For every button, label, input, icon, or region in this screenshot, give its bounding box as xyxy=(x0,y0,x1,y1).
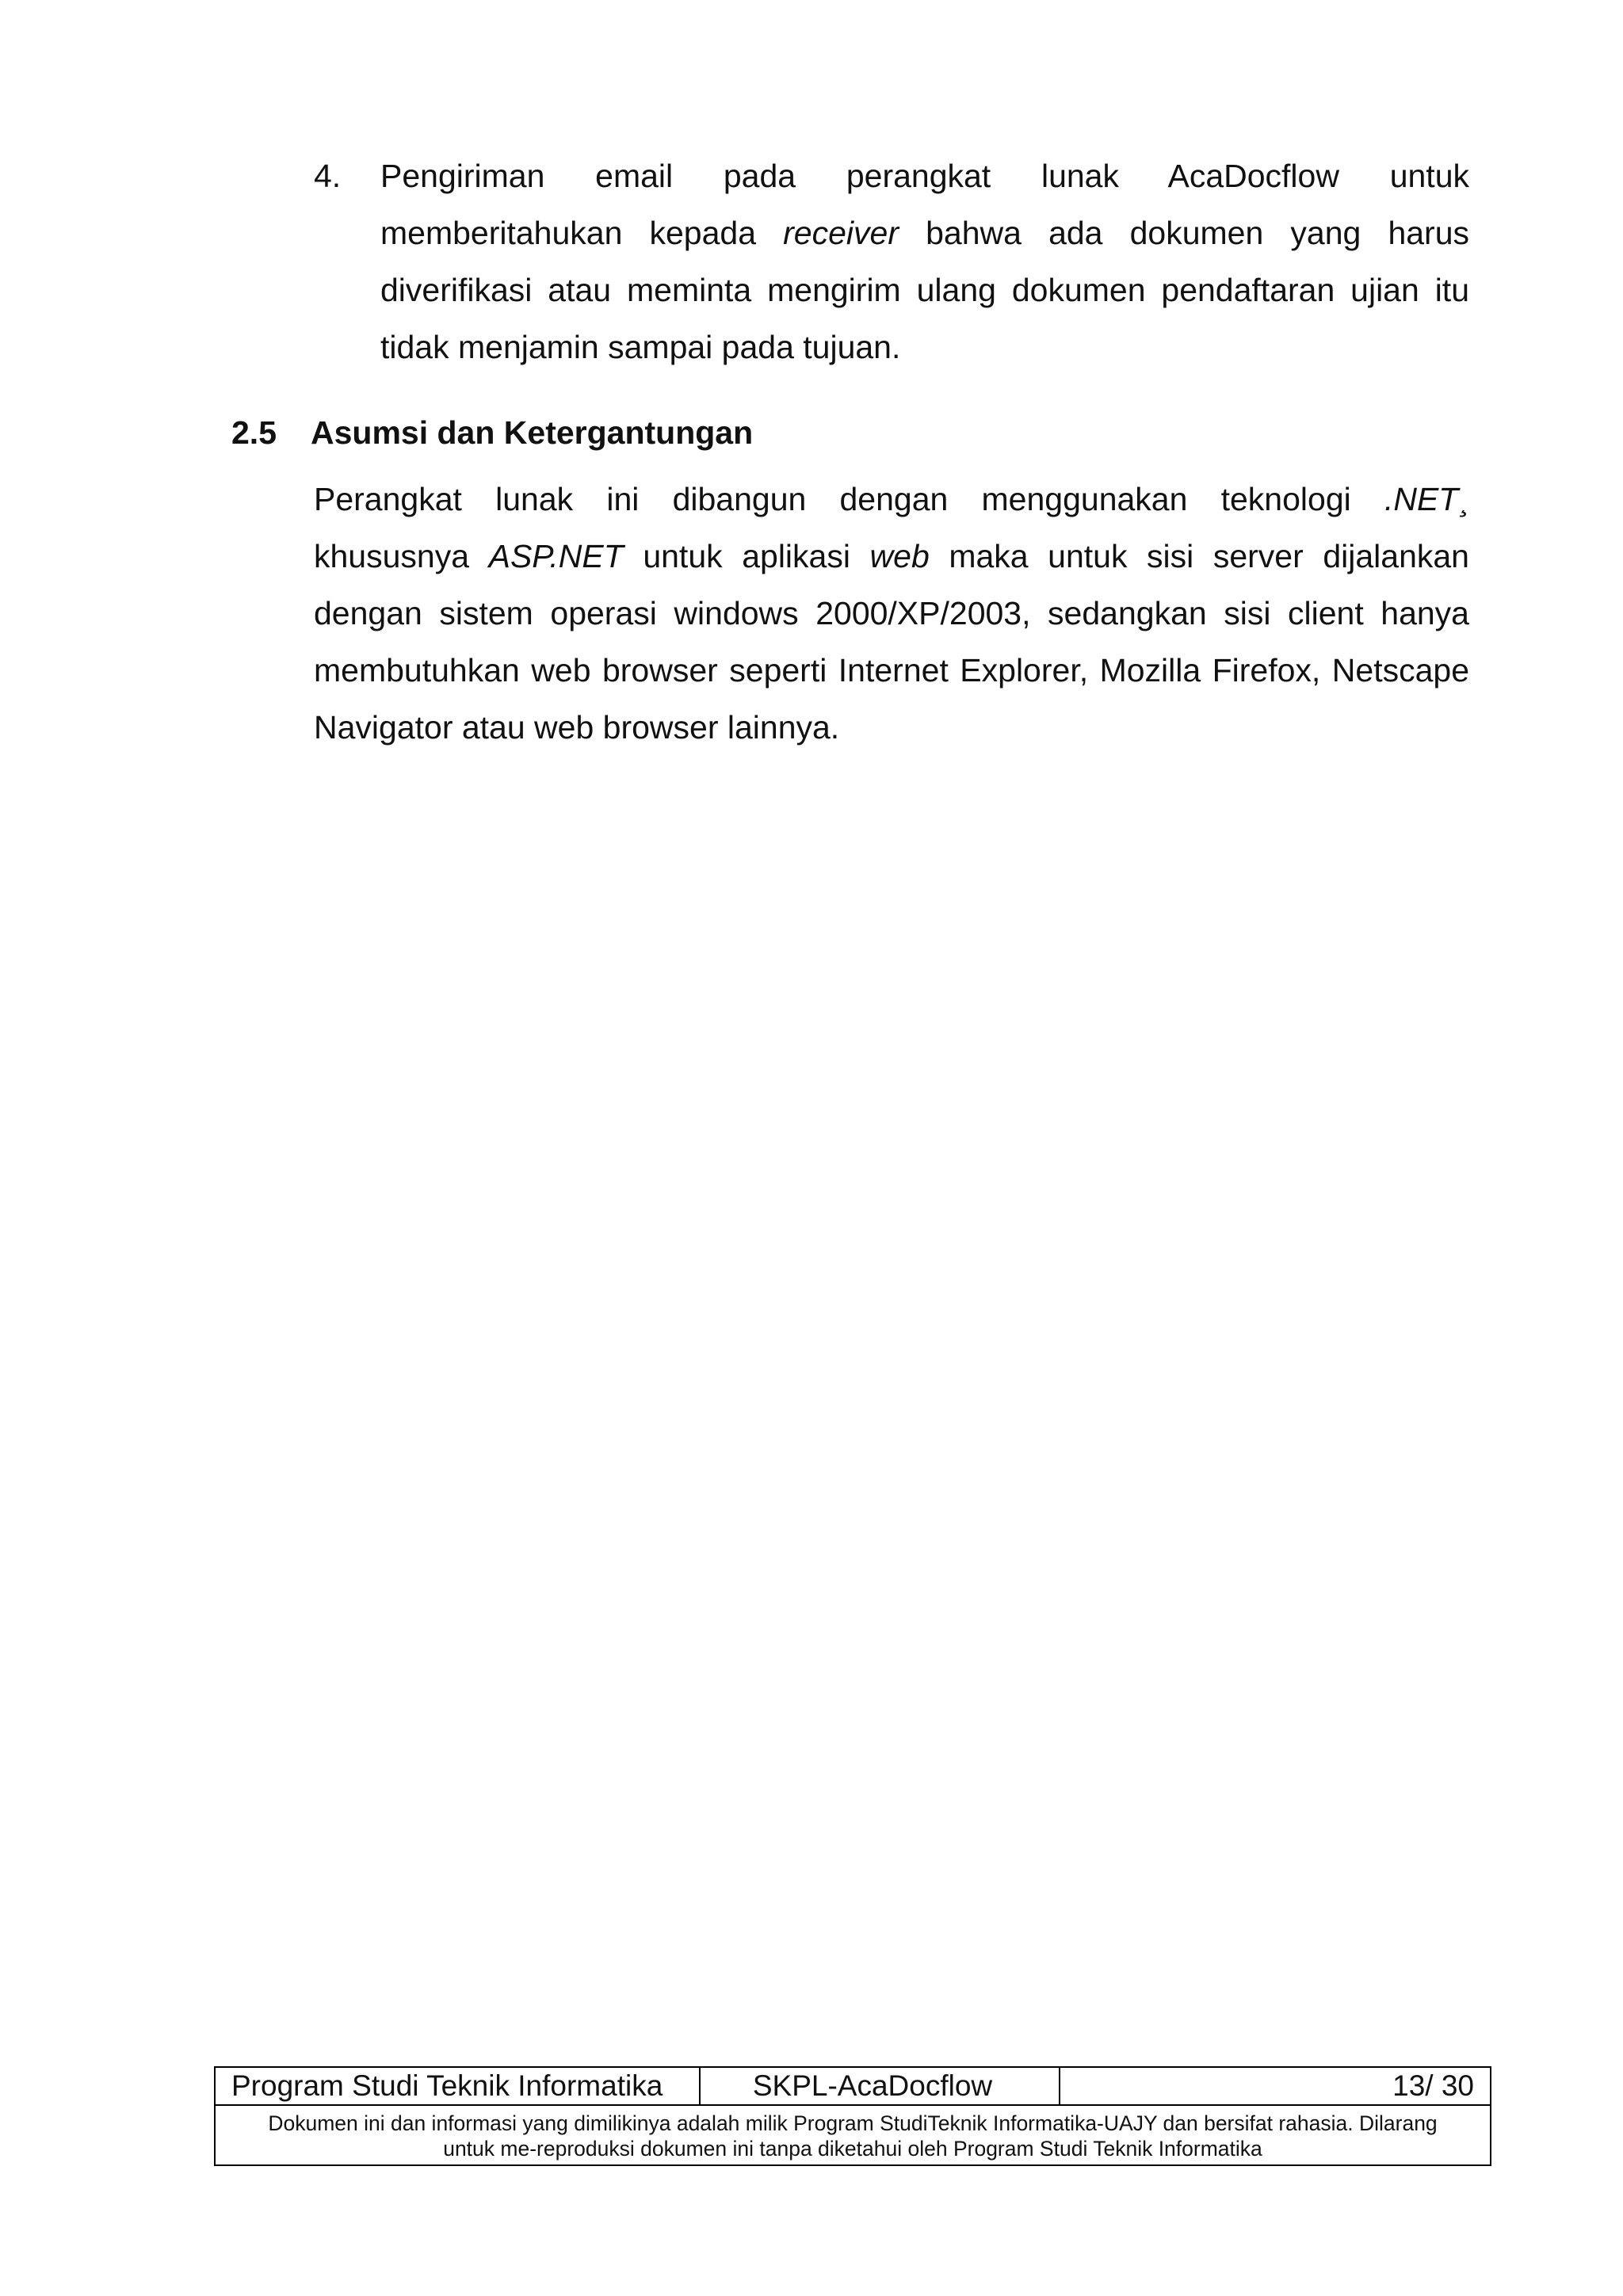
body-line-2: khususnya ASP.NET untuk aplikasi web maka untuk sisi server dijalankan xyxy=(314,538,1469,574)
footer-disclaimer: Dokumen ini dan informasi yang dimilikinya adalah milik Program StudiTeknik Informatika-UAJY dan bersifat rahasia. Dilarang untuk me-reproduksi dokumen ini tanpa diketahui oleh Program Studi Teknik Informatika xyxy=(268,2111,1438,2161)
body-paragraph xyxy=(314,471,1469,756)
italic-term: receiver xyxy=(783,215,899,251)
italic-term: web xyxy=(869,538,930,574)
footer-program: Program Studi Teknik Informatika xyxy=(216,2068,701,2104)
italic-term: .NET¸ xyxy=(1384,481,1469,517)
body-line-5: Navigator atau web browser lainnya. xyxy=(314,709,840,746)
body-line-4: membutuhkan web browser seperti Internet Explorer, Mozilla Firefox, Netscape xyxy=(314,652,1469,688)
list-line-4: tidak menjamin sampai pada tujuan. xyxy=(380,329,901,365)
footer-header-row xyxy=(216,2068,1490,2106)
list-item-text xyxy=(380,147,1469,376)
list-line-2: memberitahukan kepada receiver bahwa ada dokumen yang harus xyxy=(380,215,1470,251)
body-line-3: dengan sistem operasi windows 2000/XP/2003, sedangkan sisi client hanya xyxy=(314,595,1469,631)
footer-page-number: 13/ 30 xyxy=(1392,2069,1474,2102)
section-number: 2.5 xyxy=(231,414,277,451)
list-line-1: Pengiriman email pada perangkat lunak AcaDocflow untuk xyxy=(380,158,1469,194)
section-title: Asumsi dan Ketergantungan xyxy=(311,414,754,451)
body-line-1: Perangkat lunak ini dibangun dengan menggunakan teknologi .NET¸ xyxy=(314,481,1469,517)
list-line-3: diverifikasi atau meminta mengirim ulang dokumen pendaftaran ujian itu xyxy=(380,272,1469,308)
page-footer xyxy=(214,2066,1491,2166)
footer-doc-id: SKPL-AcaDocflow xyxy=(701,2068,1060,2104)
section-heading xyxy=(231,410,753,455)
italic-term: ASP.NET xyxy=(488,538,624,574)
list-number: 4. xyxy=(314,158,342,194)
